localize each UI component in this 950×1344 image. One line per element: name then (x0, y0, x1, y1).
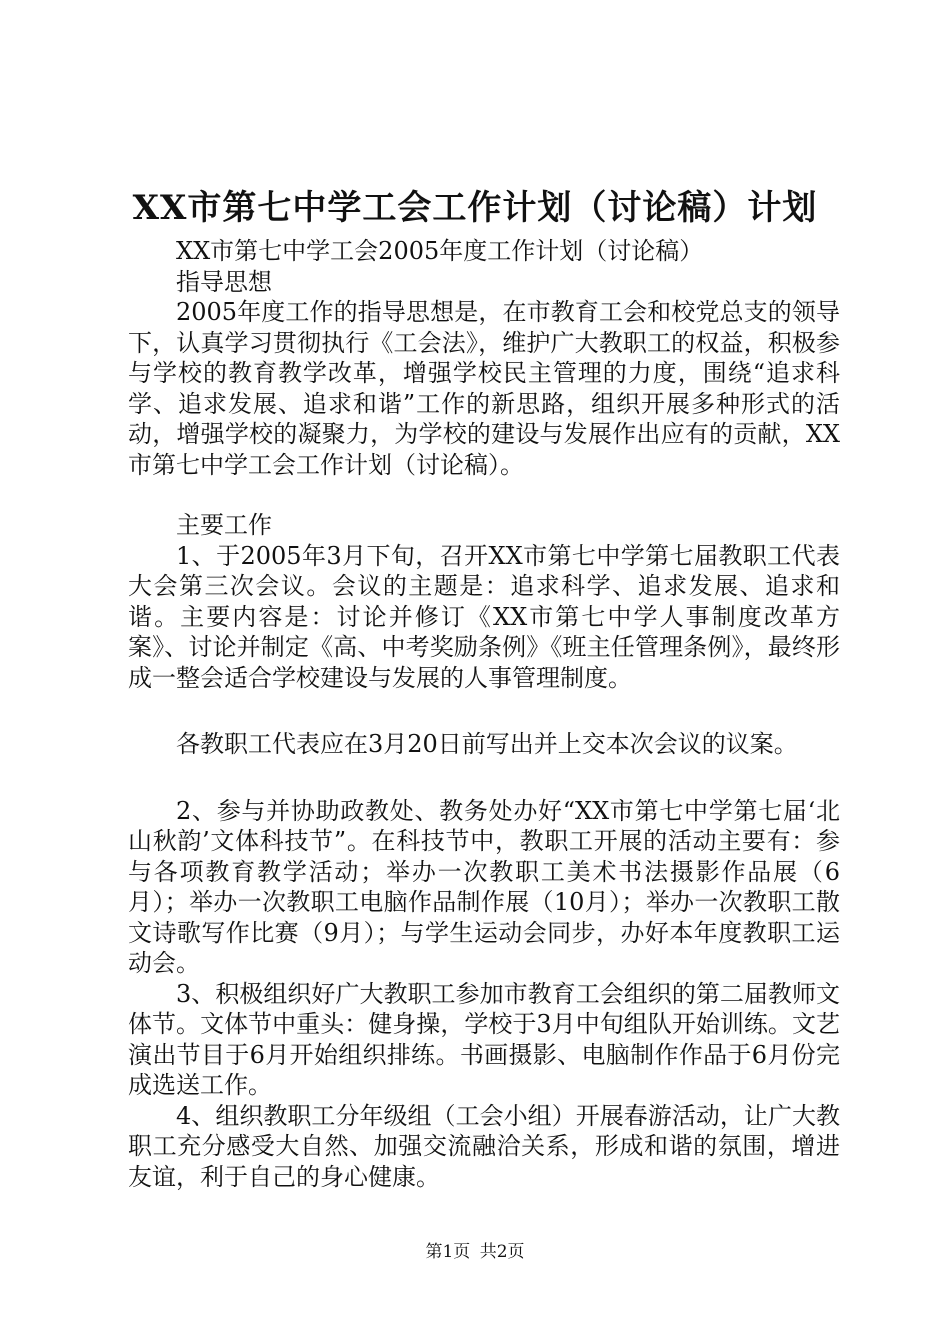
document-title: XX市第七中学工会工作计划（讨论稿）计划 (132, 188, 818, 228)
page-total: 共2页 (479, 1242, 525, 1262)
section-heading-main-work: 主要工作 (176, 511, 272, 539)
document-body (128, 236, 840, 1192)
section-heading-guiding-thought: 指导思想 (176, 267, 272, 296)
paragraph-representatives-note: 各教职工代表应在3月20日前写出并上交本次会议的议案。 (176, 730, 798, 758)
paragraph-item-3: 3、积极组织好广大教职工参加市教育工会组织的第二届教师文体节。文体节中重头：健身操，学校于3月中旬组队开始训练。文艺演出节目于6月开始组织排练。书画摄影、电脑制作作品于6月份完成选送工作。 (128, 979, 840, 1099)
page-footer (0, 1240, 950, 1264)
paragraph-guiding-thought: 2005年度工作的指导思想是，在市教育工会和校党总支的领导下，认真学习贯彻执行《工会法》，维护广大教职工的权益，积极参与学校的教育教学改革，增强学校民主管理的力度，围绕“追求科学、追求发展、追求和谐”工作的新思路，组织开展多种形式的活动，增强学校的凝聚力，为学校的建设与发展作出应有的贡献，XX市第七中学工会工作计划（讨论稿）。 (128, 298, 840, 479)
paragraph-item-4: 4、组织教职工分年级组（工会小组）开展春游活动，让广大教职工充分感受大自然、加强交流融洽关系，形成和谐的氛围，增进友谊，利于自己的身心健康。 (128, 1101, 840, 1191)
paragraph-item-2: 2、参与并协助政教处、教务处办好“XX市第七中学第七届‘北山秋韵’文体科技节”。在科技节中，教职工开展的活动主要有：参与各项教育教学活动；举办一次教职工美术书法摄影作品展（6月）；举办一次教职工电脑作品制作展（10月）；举办一次教职工散文诗歌写作比赛（9月）；与学生运动会同步，办好本年度教职工运动会。 (128, 796, 840, 977)
page-number: 第1页 (425, 1242, 471, 1262)
paragraph-item-1: 1、于2005年3月下旬，召开XX市第七中学第七届教职工代表大会第三次会议。会议的主题是：追求科学、追求发展、追求和谐。主要内容是：讨论并修订《XX市第七中学人事制度改革方案》、讨论并制定《高、中考奖励条例》《班主任管理条例》，最终形成一整会适合学校建设与发展的人事管理制度。 (128, 541, 840, 692)
paragraph-subtitle: XX市第七中学工会2005年度工作计划（讨论稿） (176, 237, 704, 265)
